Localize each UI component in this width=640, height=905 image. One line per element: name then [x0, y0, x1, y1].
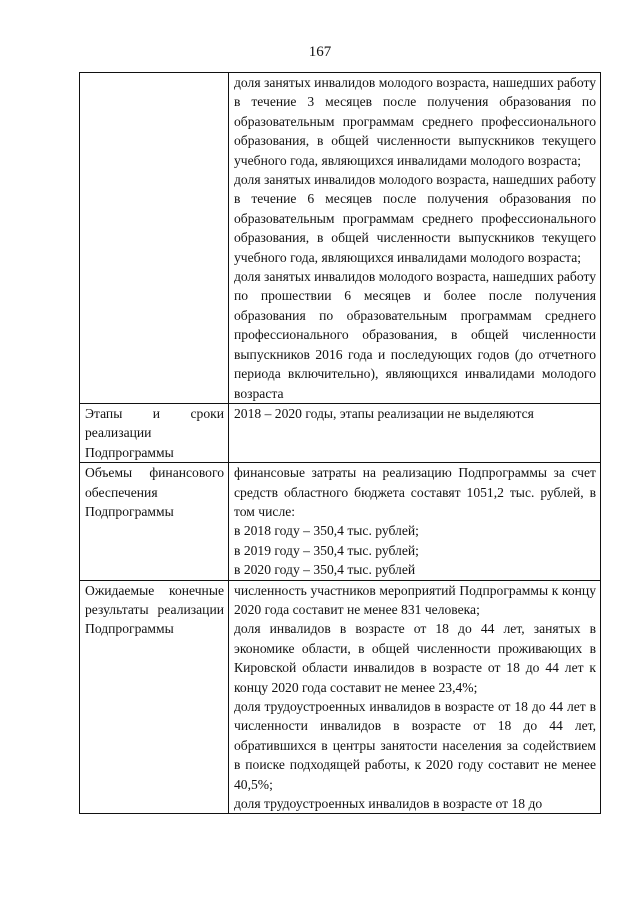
table-row [80, 73, 601, 404]
paragraph: в 2018 году – 350,4 тыс. рублей; [234, 523, 419, 539]
table-row [80, 580, 601, 814]
paragraph: 2018 – 2020 годы, этапы реализации не выделяются [234, 405, 534, 421]
paragraph: доля занятых инвалидов молодого возраста, нашедших работу в течение 6 месяцев после получения образования по образовательным программам среднего профессионального образования, в общей численности выпускников текущего учебного года, являющихся инвалидами молодого возраста; [234, 172, 596, 265]
row-label [80, 73, 229, 404]
paragraph: доля занятых инвалидов молодого возраста, нашедших работу в течение 3 месяцев после получения образования по образовательным программам среднего профессионального образования, в общей численности выпускников текущего учебного года, являющихся инвалидами молодого возраста; [234, 75, 596, 168]
paragraph: в 2019 году – 350,4 тыс. рублей; [234, 542, 419, 558]
paragraph: в 2020 году – 350,4 тыс. рублей [234, 562, 416, 578]
row-label: Ожидаемые конечные результаты реализации Подпрограммы [80, 580, 229, 814]
row-label: Этапы и сроки реализации Подпрограммы [80, 403, 229, 462]
paragraph: доля занятых инвалидов молодого возраста, нашедших работу по прошествии 6 месяцев и более после получения образования по образовательным программам среднего профессионального образования, в общей численности выпускников 2016 года и последующих годов (до отчетного периода включительно), являющихся инвалидами молодого возраста [234, 269, 596, 401]
row-content [229, 463, 601, 580]
row-content [229, 580, 601, 814]
table-row [80, 403, 601, 462]
table-row [80, 463, 601, 580]
page-number: 167 [308, 44, 332, 60]
row-label: Объемы финансового обеспечения Подпрограммы [80, 463, 229, 580]
row-content [229, 73, 601, 404]
paragraph: доля трудоустроенных инвалидов в возрасте от 18 до 44 лет в численности инвалидов в возрасте от 18 до 44 лет, обратившихся в центры занятости населения за содействием в поиске подходящей работы, к 2020 году составит не менее 40,5%; [234, 699, 596, 792]
paragraph: доля трудоустроенных инвалидов в возрасте от 18 до [234, 796, 543, 812]
paragraph: доля инвалидов в возрасте от 18 до 44 лет, занятых в экономике области, в общей численности проживающих в Кировской области инвалидов в возрасте от 18 до 44 лет к концу 2020 года составит не менее 23,4%; [234, 621, 596, 695]
passport-table [79, 72, 601, 814]
paragraph: финансовые затраты на реализацию Подпрограммы за счет средств областного бюджета составят 1051,2 тыс. рублей, в том числе: [234, 465, 596, 519]
paragraph: численность участников мероприятий Подпрограммы к концу 2020 года составит не менее 831 человека; [234, 582, 596, 617]
row-content [229, 403, 601, 462]
